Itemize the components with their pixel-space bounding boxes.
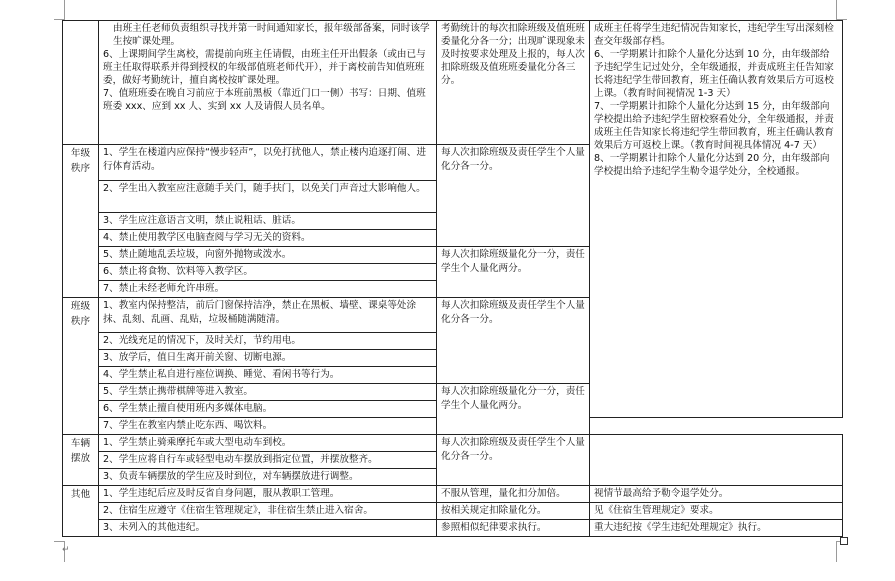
penalty-cell: 每人次扣除班级及责任学生个人量化分各一分。 — [437, 145, 590, 247]
rule-cell: 3、负责车辆摆放的学生应及时到位，对车辆摆放进行调整。 — [99, 469, 437, 486]
rule-cell: 6、禁止将食物、饮料等入教学区。 — [99, 264, 437, 281]
crop-mark-top-right — [836, 0, 847, 20]
rule-cell: 4、学生禁止私自进行座位调换、睡觉、看闲书等行为。 — [99, 367, 437, 384]
category-label: 车辆摆放 — [70, 438, 91, 464]
table-row — [63, 520, 843, 537]
paragraph-mark: ↵ — [62, 545, 70, 555]
category-label: 班级秩序 — [70, 301, 91, 327]
rule-cell: 5、学生禁止携带棋牌等进入教室。 — [99, 384, 437, 401]
rule-cell: 3、放学后，值日生离开前关窗、切断电源。 — [99, 350, 437, 367]
rule-cell: 7、学生在教室内禁止吃东西、喝饮料。 — [99, 418, 437, 435]
handling-cell — [590, 21, 843, 418]
handling-cell: 见《住宿生管理规定》要求。 — [590, 503, 843, 520]
crop-mark-top-left — [54, 0, 65, 20]
penalty-cell: 每人次扣除班级量化分一分，责任学生个人量化两分。 — [437, 247, 590, 298]
rule-cell: 6、学生禁止擅自使用班内多媒体电脑。 — [99, 401, 437, 418]
penalty-cell: 每人次扣除班级及责任学生个人量化分各一分。 — [437, 298, 590, 384]
category-vehicle-parking — [63, 435, 99, 486]
rule-item-7: 7、值班班委在晚自习前应于本班前黑板（靠近门口一侧）书写：日期、值班班委 xxx、应到 xx 人、实到 xx 人及请假人员名单。 — [103, 88, 426, 112]
handling-item-8: 8、一学期累计扣除个人量化分达到 20 分，由年级部向学校提出给予违纪学生勒令退学处分，全校通报。 — [594, 153, 830, 177]
rule-cell: 2、光线充足的情况下，及时关灯，节约用电。 — [99, 333, 437, 350]
rule-cell: 1、教室内保持整洁，前后门窗保持洁净，禁止在黑板、墙壁、课桌等处涂抹、乱刻、乱画、乱贴，垃圾桶随满随清。 — [99, 298, 437, 333]
penalty-cell-continued: 考勤统计的每次扣除班级及值班班委量化分各一分；出现旷课现象未及时按要求处理及上报的，每人次扣除班级及值班班委量化分各三分。 — [437, 21, 590, 145]
rule-item-6: 6、上课期间学生离校，需提前向班主任请假，由班主任开出假条（或由已与班主任取得联系并得到授权的年级部值班老师代开），并于离校前告知值班班委，做好考勤统计，擅自离校按旷课处理。 — [103, 49, 426, 86]
category-cell-empty — [63, 21, 99, 145]
rule-cell: 3、未列入的其他违纪。 — [99, 520, 437, 537]
handling-cell: 重大违纪按《学生违纪处理规定》执行。 — [590, 520, 843, 537]
rule-cell: 1、学生违纪后应及时反省自身问题，服从教职工管理。 — [99, 486, 437, 503]
rule-cell: 5、禁止随地乱丢垃圾，向窗外抛物或泼水。 — [99, 247, 437, 264]
rule-cell-continued — [99, 21, 437, 145]
category-label: 年级秩序 — [70, 148, 91, 174]
table-resize-handle[interactable] — [840, 537, 848, 545]
category-label: 其他 — [70, 489, 91, 500]
rule-cell: 3、学生应注意语言文明，禁止说粗话、脏话。 — [99, 213, 437, 230]
rule-cell: 1、学生禁止骑乘摩托车或大型电动车到校。 — [99, 435, 437, 452]
handling-cell-empty — [590, 435, 843, 486]
table-row — [63, 503, 843, 520]
handling-continued-text: 成班主任将学生违纪情况告知家长，违纪学生写出深刻检查交年级部存档。 — [594, 23, 834, 47]
rule-cell: 2、住宿生应遵守《住宿生管理规定》，非住宿生禁止进入宿舍。 — [99, 503, 437, 520]
penalty-cell: 不服从管理，量化扣分加倍。 — [437, 486, 590, 503]
rule-cell: 7、禁止未经老师允许串班。 — [99, 281, 437, 298]
handling-item-6: 6、一学期累计扣除个人量化分达到 10 分，由年级部给予违纪学生记过处分，全年级通报，并责成班主任告知家长将违纪学生带回教育，班主任确认教育效果后方可返校上课。（教育时间视情况 1-3 天） — [594, 49, 834, 99]
rule-cell: 4、禁止使用教学区电脑查阅与学习无关的资料。 — [99, 230, 437, 247]
penalty-cell: 每人次扣除班级量化分一分，责任学生个人量化两分。 — [437, 384, 590, 435]
rule-cell: 2、学生出入教室应注意随手关门，随手扶门，以免关门声音过大影响他人。 — [99, 181, 437, 213]
penalty-cell: 参照相似纪律要求执行。 — [437, 520, 590, 537]
rule-cell: 1、学生在楼道内应保持“慢步轻声”，以免打扰他人，禁止楼内追逐打闹、进行体育活动。 — [99, 145, 437, 181]
rule-cell: 2、学生应将自行车或轻型电动车摆放到指定位置，并摆放整齐。 — [99, 452, 437, 469]
discipline-rules-table — [62, 20, 843, 537]
category-other — [63, 486, 99, 537]
rule-continued-text: 由班主任老师负责组织寻找并第一时间通知家长，报年级部备案，同时该学生按旷课处理。 — [113, 23, 430, 47]
handling-cell: 视情节最高给予勒令退学处分。 — [590, 486, 843, 503]
table-row — [63, 486, 843, 503]
penalty-cell: 按相关规定扣除量化分。 — [437, 503, 590, 520]
table-row-continued — [63, 21, 843, 145]
handling-item-7: 7、一学期累计扣除个人量化分达到 15 分，由年级部向学校提出给予违纪学生留校察看处分，全年级通报，并责成班主任告知家长将违纪学生带回教育，班主任确认教育效果后方可返校上课。（教育时间视具体情况 4-7 天） — [594, 101, 834, 151]
table-row — [63, 435, 843, 452]
penalty-cell: 每人次扣除班级及责任学生个人量化分各一分。 — [437, 435, 590, 486]
category-grade-order — [63, 145, 99, 298]
category-class-order — [63, 298, 99, 435]
